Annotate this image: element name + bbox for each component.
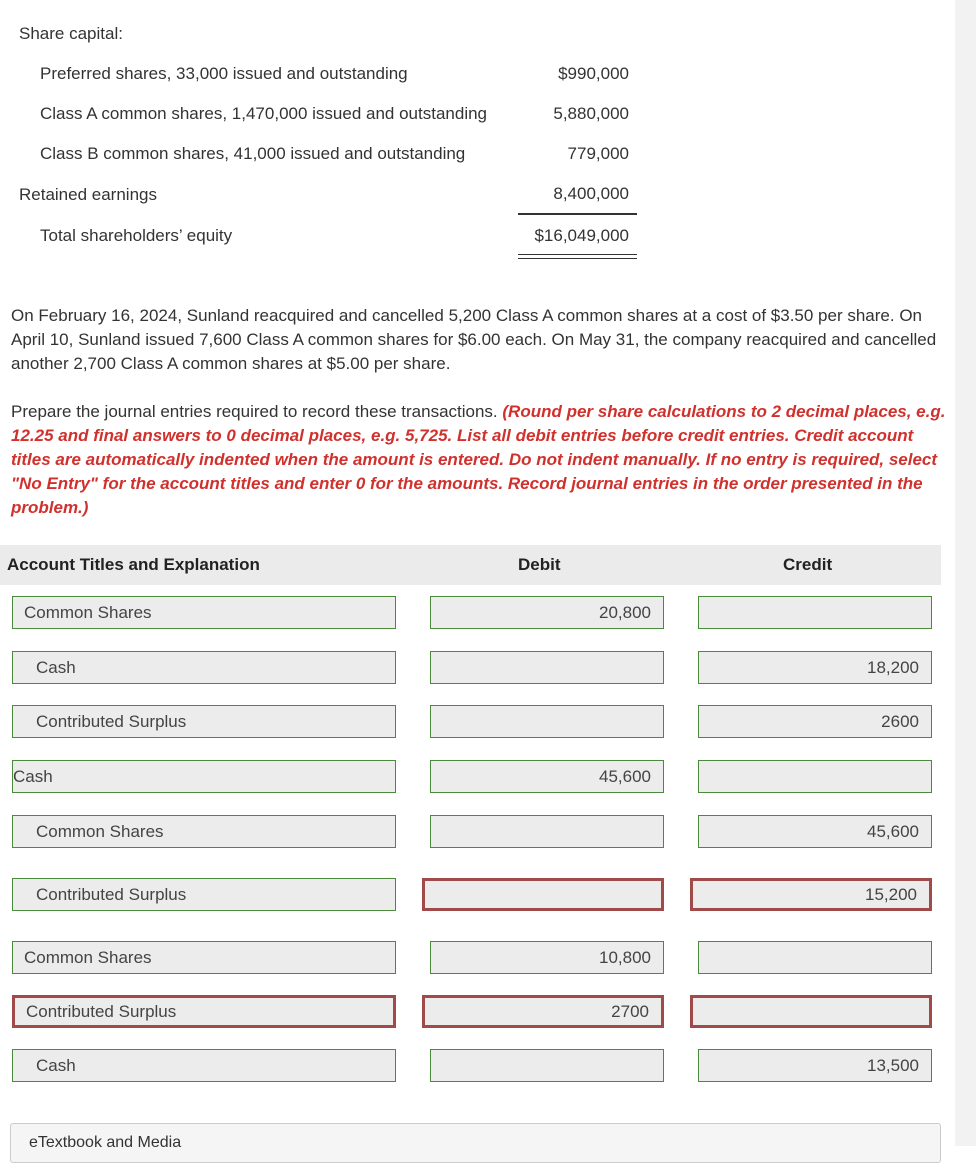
debit-amount-input[interactable] bbox=[430, 815, 664, 848]
class-b-shares-amount: 779,000 bbox=[567, 144, 629, 163]
debit-amount-input[interactable] bbox=[430, 1049, 664, 1082]
debit-amount-input[interactable]: 45,600 bbox=[430, 760, 664, 793]
instructions bbox=[11, 400, 946, 520]
debit-amount-input[interactable] bbox=[430, 705, 664, 738]
class-b-shares-label: Class B common shares, 41,000 issued and outstanding bbox=[40, 144, 466, 163]
retained-earnings-label: Retained earnings bbox=[19, 185, 157, 204]
credit-amount-input[interactable] bbox=[698, 941, 932, 974]
debit-amount-input[interactable]: 2700 bbox=[422, 995, 664, 1028]
total-double-rule-top bbox=[518, 254, 637, 255]
debit-column-header: Debit bbox=[518, 555, 561, 574]
account-title-input[interactable] bbox=[12, 760, 396, 793]
credit-amount-input[interactable]: 45,600 bbox=[698, 815, 932, 848]
etextbook-media-label: eTextbook and Media bbox=[29, 1134, 182, 1151]
share-capital-heading: Share capital: bbox=[19, 24, 123, 43]
right-gutter bbox=[955, 0, 976, 1146]
total-equity-amount: $16,049,000 bbox=[534, 226, 629, 245]
instruction-plain: Prepare the journal entries required to record these transactions. bbox=[11, 402, 503, 421]
debit-amount-input[interactable]: 10,800 bbox=[430, 941, 664, 974]
credit-amount-input[interactable]: 15,200 bbox=[690, 878, 932, 911]
subtotal-rule bbox=[518, 213, 637, 215]
debit-amount-input[interactable] bbox=[430, 651, 664, 684]
credit-amount-input[interactable]: 13,500 bbox=[698, 1049, 932, 1082]
credit-column-header: Credit bbox=[783, 555, 833, 574]
debit-amount-input[interactable]: 20,800 bbox=[430, 596, 664, 629]
account-title-input[interactable]: Contributed Surplus bbox=[12, 878, 396, 911]
problem-paragraph: On February 16, 2024, Sunland reacquired and cancelled 5,200 Class A common shares at a cost of $3.50 per share. On April 10, Sunland issued 7,600 Class A common shares for $6.00 each. On May 31, the company reacquired and cancelled another 2,700 Class A common shares at $5.00 per share. bbox=[11, 306, 937, 373]
preferred-shares-label: Preferred shares, 33,000 issued and outstanding bbox=[40, 64, 408, 83]
retained-earnings-amount: 8,400,000 bbox=[553, 184, 629, 203]
etextbook-media-button[interactable] bbox=[10, 1123, 941, 1163]
account-title-input[interactable]: Cash bbox=[12, 1049, 396, 1082]
preferred-shares-amount: $990,000 bbox=[558, 64, 629, 83]
account-title-input[interactable]: Cash bbox=[12, 651, 396, 684]
credit-amount-input[interactable] bbox=[698, 596, 932, 629]
account-title-input[interactable]: Common Shares bbox=[12, 941, 396, 974]
account-title-text: Cash bbox=[13, 767, 53, 786]
class-a-shares-amount: 5,880,000 bbox=[553, 104, 629, 123]
instruction-red: (Round per share calculations to 2 decimal places, e.g. 12.25 and final answers to 0 decimal places, e.g. 5,725. List all debit entries before credit entries. Credit account titles are automatically indented when the amount is entered. Do not indent manually. If no entry is required, select "No Entry" for the account titles and enter 0 for the amounts. Record journal entries in the order presented in the problem.) bbox=[11, 402, 946, 517]
credit-amount-input[interactable] bbox=[690, 995, 932, 1028]
class-a-shares-label: Class A common shares, 1,470,000 issued and outstanding bbox=[40, 104, 488, 123]
account-column-header: Account Titles and Explanation bbox=[7, 555, 260, 574]
journal-table-header bbox=[0, 545, 941, 585]
account-title-input[interactable]: Contributed Surplus bbox=[12, 705, 396, 738]
total-double-rule-bottom bbox=[518, 258, 637, 259]
total-equity-label: Total shareholders’ equity bbox=[40, 226, 233, 245]
credit-amount-input[interactable] bbox=[698, 760, 932, 793]
account-title-input[interactable]: Common Shares bbox=[12, 596, 396, 629]
account-title-input[interactable]: Contributed Surplus bbox=[12, 995, 396, 1028]
debit-amount-input[interactable] bbox=[422, 878, 664, 911]
credit-amount-input[interactable]: 18,200 bbox=[698, 651, 932, 684]
account-title-input[interactable]: Common Shares bbox=[12, 815, 396, 848]
credit-amount-input[interactable]: 2600 bbox=[698, 705, 932, 738]
